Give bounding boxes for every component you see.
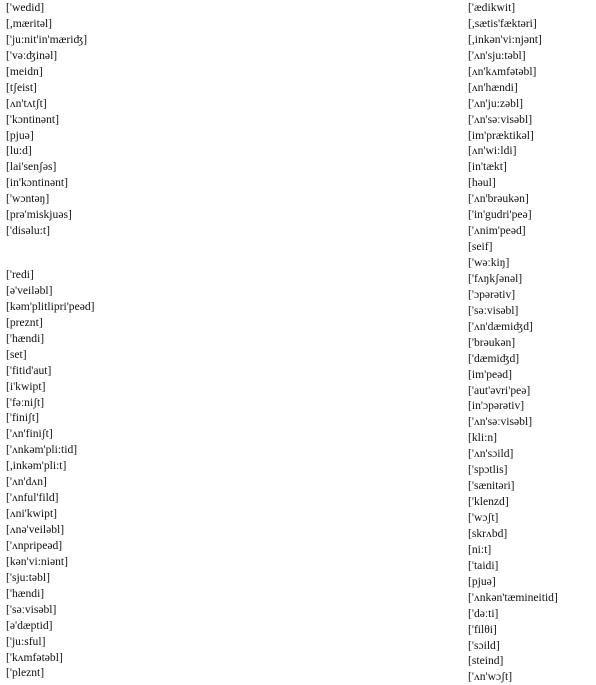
pronunciation-entry: ['ʌn'səːvisəbl] (468, 415, 533, 429)
pronunciation-entry: ['ʌn'dæmiʤd] (468, 319, 533, 333)
pronunciation-entry: ['brəukən] (468, 335, 516, 349)
pronunciation-entry: [skrʌbd] (468, 526, 508, 540)
pronunciation-entry: ['wedid] (6, 1, 45, 14)
pronunciation-entry: [tʃeist] (6, 80, 37, 94)
pronunciation-entry: [i'kwipt] (6, 379, 46, 393)
pronunciation-entry: [pjuə] (468, 574, 496, 588)
pronunciation-entry: ['ju:nit'in'mæriʤ] (6, 32, 88, 46)
pronunciation-entry: ['fitid'aut] (6, 363, 52, 377)
pronunciation-entry: ['ju:sful] (6, 634, 46, 648)
pronunciation-entry: ['taidi] (468, 558, 499, 572)
pronunciation-entry: ['kʌmfətəbl] (6, 650, 63, 664)
pronunciation-entry: ['ʌn'brəukən] (468, 192, 529, 206)
pronunciation-entry: [kəm'plitlipri'peəd] (6, 299, 95, 313)
pronunciation-entry: [kli:n] (468, 431, 497, 445)
pronunciation-entry: [lu:d] (6, 144, 32, 158)
pronunciation-entry: [meidn] (6, 64, 43, 78)
pronunciation-entry: ['kɔntinənt] (6, 112, 59, 126)
pronunciation-entry: ['finiʃt] (6, 411, 39, 425)
pronunciation-entry: [ʌn'hændi] (468, 80, 518, 94)
pronunciation-entry: [,mæritəl] (6, 16, 53, 30)
pronunciation-entry: [,inkən'vi:njənt] (468, 32, 542, 46)
pronunciation-entry: [prə'miskjuəs] (6, 208, 72, 222)
pronunciation-entry: [ʌnə'veiləbl] (6, 523, 65, 536)
pronunciation-entry: [,inkəm'pli:t] (6, 459, 67, 473)
pronunciation-entry: ['fʌŋkʃənəl] (468, 271, 523, 285)
pronunciation-entry: [ə'veiləbl] (6, 283, 53, 297)
pronunciation-entry: [in'kɔntinənt] (6, 176, 68, 190)
pronunciation-entry: ['ɔpərətiv] (468, 287, 516, 301)
pronunciation-entry: ['hændi] (6, 331, 45, 345)
left-column-group-2 (6, 267, 95, 681)
pronunciation-entry: [ʌn'wi:ldi] (468, 144, 517, 158)
pronunciation-entry: ['ʌn'wɔʃt] (468, 670, 513, 684)
pronunciation-entry: ['ʌn'sju:təbl] (468, 48, 526, 62)
pronunciation-entry: [ʌni'kwipt] (6, 507, 58, 521)
pronunciation-entry: [preznt] (6, 315, 43, 329)
pronunciation-entry: ['ʌn'finiʃt] (6, 427, 53, 441)
pronunciation-entry: [im'peəd] (468, 367, 512, 381)
pronunciation-entry: [lai'senʃəs] (6, 160, 57, 174)
pronunciation-entry: ['sænitəri] (468, 479, 515, 493)
pronunciation-entry: [,sætis'fæktəri] (468, 16, 537, 30)
pronunciation-entry: ['hændi] (6, 586, 45, 600)
pronunciation-entry: ['dæmiʤd] (468, 351, 520, 365)
pronunciation-entry: ['klenzd] (468, 495, 509, 509)
pronunciation-entry: ['redi] (6, 268, 34, 281)
pronunciation-entry: ['wɔntəŋ] (6, 192, 50, 206)
pronunciation-entry: ['ʌn'dʌn] (6, 475, 47, 489)
pronunciation-entry: ['ʌn'səːvisəbl] (468, 112, 533, 126)
pronunciation-entry: ['ʌnpripeəd] (6, 538, 63, 552)
pronunciation-entry: ['wɔʃt] (468, 511, 499, 524)
pronunciation-entry: ['sju:təbl] (6, 570, 50, 584)
pronunciation-entry: [steind] (468, 654, 504, 668)
pronunciation-entry: [həul] (468, 176, 496, 190)
pronunciation-entry: [ʌn'kʌmfətəbl] (468, 64, 537, 78)
pronunciation-entry: ['ʌnkəm'pli:tid] (6, 443, 78, 457)
pronunciation-entry: ['ʌn'ju:zəbl] (468, 96, 524, 110)
pronunciation-entry: ['səːvisəbl] (468, 303, 519, 317)
pronunciation-entry: ['ʌnkən'tæmineitid] (468, 590, 558, 604)
pronunciation-entry: ['wəːkiŋ] (468, 256, 510, 269)
pronunciation-entry: ['vəːʤinəl] (6, 48, 58, 62)
pronunciation-entry: [ʌn'tʌtʃt] (6, 96, 47, 110)
pronunciation-entry: [seif] (468, 240, 493, 254)
pronunciation-entry: ['ʌnful'fild] (6, 491, 59, 505)
pronunciation-entry: ['filθi] (468, 622, 497, 636)
pronunciation-entry: ['aut'əvri'peə] (468, 383, 531, 397)
pronunciation-entry: ['pleznt] (6, 666, 45, 680)
left-column-group-1 (6, 0, 87, 239)
pronunciation-entry: [ni:t] (468, 542, 492, 556)
pronunciation-entry: [in'ɔpərətiv] (468, 399, 525, 413)
pronunciation-entry: [im'præktikəl] (468, 128, 534, 142)
pronunciation-entry: [kən'vi:niənt] (6, 554, 68, 568)
pronunciation-entry: ['ædikwit] (468, 1, 516, 14)
pronunciation-entry: ['ʌn'sɔild] (468, 447, 514, 461)
pronunciation-entry: ['spɔtlis] (468, 463, 508, 477)
pronunciation-entry: [ə'dæptid] (6, 618, 53, 632)
pronunciation-entry: ['sɔild] (468, 638, 500, 652)
pronunciation-entry: ['ʌnim'peəd] (468, 224, 526, 238)
pronunciation-entry: ['fəːniʃt] (6, 395, 45, 409)
pronunciation-entry: ['in'gudri'peə] (468, 208, 532, 222)
pronunciation-entry: ['səːvisəbl] (6, 602, 57, 616)
right-column (468, 0, 558, 685)
pronunciation-entry: [pjuə] (6, 128, 34, 142)
pronunciation-entry: ['dəːti] (468, 606, 499, 620)
pronunciation-entry: [set] (6, 347, 27, 361)
pronunciation-entry: ['disəlu:t] (6, 224, 50, 238)
pronunciation-entry: [in'tækt] (468, 160, 507, 174)
